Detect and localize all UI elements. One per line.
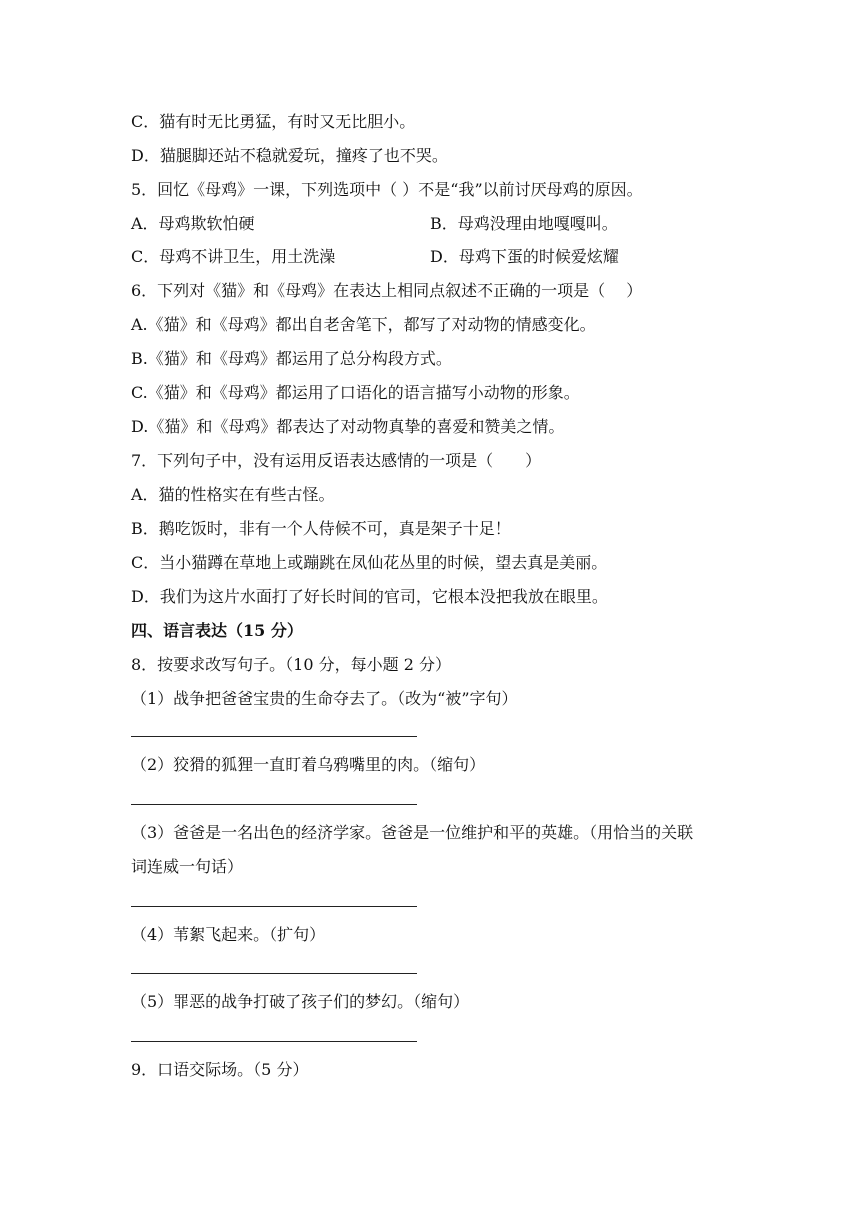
q6-option-b: B.《猫》和《母鸡》都运用了总分构段方式。 [131, 349, 452, 368]
q8-item-3-line-2: 词连威一句话） [131, 857, 244, 876]
answer-blank-4[interactable] [131, 973, 417, 974]
q4-option-c: C．猫有时无比勇猛，有时又无比胆小。 [131, 112, 416, 131]
q5-stem: 5．回忆《母鸡》一课，下列选项中（ ）不是“我”以前讨厌母鸡的原因。 [131, 180, 643, 199]
q8-item-5: （5）罪恶的战争打破了孩子们的梦幻。（缩句） [131, 992, 470, 1011]
q6-stem: 6．下列对《猫》和《母鸡》在表达上相同点叙述不正确的一项是（ ） [131, 281, 643, 300]
q7-option-c: C．当小猫蹲在草地上或蹦跳在凤仙花丛里的时候，望去真是美丽。 [131, 553, 608, 572]
section-heading: 四、语言表达（15 分） [131, 621, 303, 640]
answer-blank-2[interactable] [131, 804, 417, 805]
answer-blank-3[interactable] [131, 906, 417, 907]
q8-item-1: （1）战争把爸爸宝贵的生命夺去了。（改为“被”字句） [131, 689, 518, 708]
q7-option-d: D．我们为这片水面打了好长时间的官司，它根本没把我放在眼里。 [131, 587, 608, 606]
q8-item-2: （2）狡猾的狐狸一直盯着乌鸦嘴里的肉。（缩句） [131, 755, 486, 774]
q5-option-c: C．母鸡不讲卫生，用土洗澡 [131, 247, 336, 266]
q9-stem: 9．口语交际场。（5 分） [131, 1060, 309, 1079]
q6-option-d: D.《猫》和《母鸡》都表达了对动物真挚的喜爱和赞美之情。 [131, 417, 565, 436]
q6-option-a: A.《猫》和《母鸡》都出自老舍笔下，都写了对动物的情感变化。 [131, 315, 596, 334]
answer-blank-5[interactable] [131, 1041, 417, 1042]
q7-stem: 7．下列句子中，没有运用反语表达感情的一项是（ ） [131, 451, 542, 470]
q7-option-b: B．鹅吃饭时，非有一个人侍候不可，真是架子十足！ [131, 519, 511, 538]
q7-option-a: A．猫的性格实在有些古怪。 [131, 485, 335, 504]
q5-option-a: A．母鸡欺软怕硬 [131, 214, 255, 233]
q4-option-d: D．猫腿脚还站不稳就爱玩，撞疼了也不哭。 [131, 146, 448, 165]
answer-blank-1[interactable] [131, 736, 417, 737]
q8-stem: 8．按要求改写句子。（10 分，每小题 2 分） [131, 655, 451, 674]
q8-item-4: （4）苇絮飞起来。（扩句） [131, 925, 326, 944]
q8-item-3-line-1: （3）爸爸是一名出色的经济学家。爸爸是一位维护和平的英雄。（用恰当的关联 [131, 823, 694, 842]
q5-option-d: D．母鸡下蛋的时候爱炫耀 [430, 247, 619, 266]
q5-option-b: B．母鸡没理由地嘎嘎叫。 [430, 214, 618, 233]
q6-option-c: C.《猫》和《母鸡》都运用了口语化的语言描写小动物的形象。 [131, 383, 580, 402]
